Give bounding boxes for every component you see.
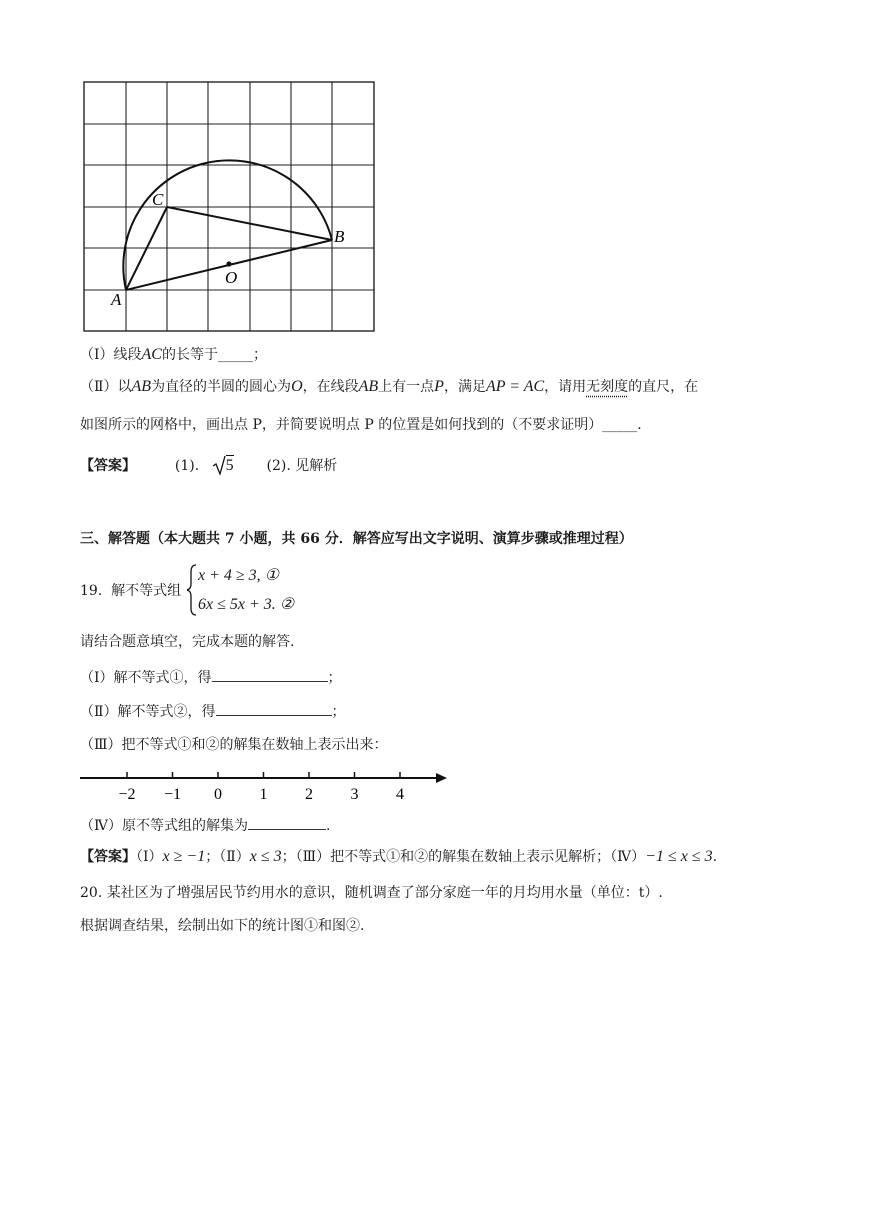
answer-label: 【答案】 — [80, 849, 136, 865]
q20-line2: 根据调查结果，绘制出如下的统计图①和图②. — [80, 918, 365, 934]
q18-answer: 【答案】 (1). 5 (2). 见解析 — [80, 457, 338, 474]
answer-label: 【答案】 — [80, 458, 136, 474]
number-line-tick-label: −2 — [118, 786, 136, 803]
q19-part4: （Ⅳ）原不等式组的解集为 . — [80, 818, 331, 834]
number-line-ticks — [118, 772, 404, 803]
section3-heading: 三、解答题（本大题共 7 小题，共 66 分．解答应写出文字说明、演算步骤或推理过程） — [80, 531, 633, 547]
q19-answer: 【答案】（Ⅰ）x ≥ −1；（Ⅱ）x ≤ 3；（Ⅲ）把不等式①和②的解集在数轴上表示见解析；（Ⅳ）−1 ≤ x ≤ 3. — [80, 848, 718, 865]
center-point-o — [226, 261, 231, 266]
number-line-tick-label: −1 — [163, 786, 182, 803]
grid-figure — [0, 0, 869, 340]
q19-part3: （Ⅲ）把不等式①和②的解集在数轴上表示出来： — [80, 737, 388, 753]
label-b: B — [334, 227, 345, 246]
q19-part2: （Ⅱ）解不等式②，得 ； — [80, 704, 346, 720]
dotted-emphasis: 无刻度 — [586, 379, 629, 395]
q19-part1: （Ⅰ）解不等式①，得 ； — [80, 670, 342, 686]
number-line-tick-label: 2 — [305, 786, 313, 803]
q19-prompt: 19. 解不等式组 — [80, 583, 182, 599]
number-line-tick-label: 3 — [350, 786, 359, 803]
label-a: A — [111, 290, 122, 309]
number-line — [0, 765, 869, 805]
number-line-tick-label: 4 — [396, 786, 404, 803]
q19-inequality-1: x + 4 ≥ 3, ① — [198, 567, 280, 584]
brace-icon — [186, 564, 198, 616]
number-line-tick-label: 0 — [214, 786, 222, 803]
arrow-right-icon — [436, 773, 447, 783]
grid-lines — [84, 82, 374, 331]
label-c: C — [152, 190, 164, 209]
q18-part2-line1: （Ⅱ）以AB为直径的半圆的圆心为O，在线段AB上有一点P，满足AP = AC，请用无刻度的直尺，在 — [80, 378, 699, 395]
q18-part2-line2: 如图所示的网格中，画出点 P，并简要说明点 P 的位置是如何找到的（不要求证明）_____. — [80, 417, 642, 433]
q19-instruction: 请结合题意填空，完成本题的解答. — [80, 634, 295, 650]
label-o: O — [225, 268, 238, 287]
q19-inequality-2: 6x ≤ 5x + 3. ② — [198, 596, 295, 613]
radical-sign-icon — [212, 455, 226, 475]
number-line-tick-label: 1 — [259, 786, 268, 803]
q20-line1: 20. 某社区为了增强居民节约用水的意识，随机调查了部分家庭一年的月均用水量（单位：t）. — [80, 885, 663, 901]
q18-part1: （Ⅰ）线段AC的长等于_____； — [80, 346, 267, 363]
sqrt-expression: 5 — [212, 455, 234, 475]
